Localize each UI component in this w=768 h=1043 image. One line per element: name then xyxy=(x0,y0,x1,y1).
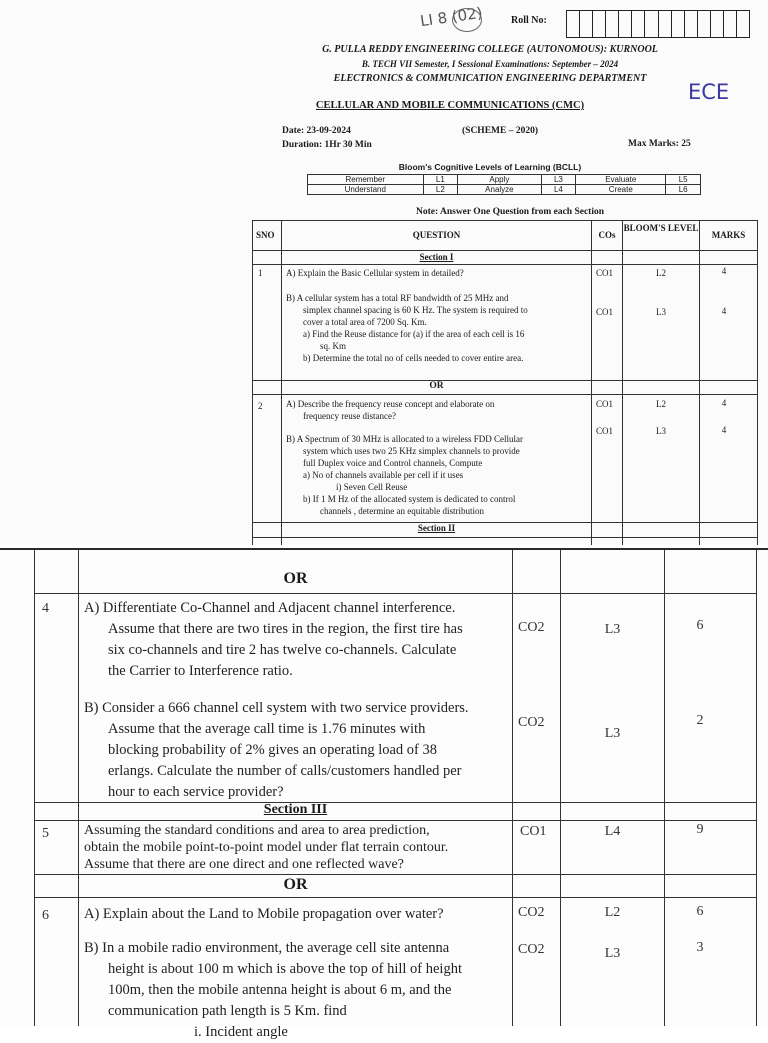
q4-sno: 4 xyxy=(42,601,49,616)
q2-part-a xyxy=(286,398,494,422)
section-2-label: Section II xyxy=(417,523,456,533)
text-line: A) Differentiate Co-Channel and Adjacent channel interference. xyxy=(84,600,456,616)
bloom-cell: Create xyxy=(576,185,666,195)
q1a-marks: 4 xyxy=(721,266,727,276)
text-line: cover a total area of 7200 Sq. Km. xyxy=(303,317,427,327)
q2a-marks: 4 xyxy=(721,398,727,408)
q2-sno: 2 xyxy=(258,401,263,411)
bloom-cell: Evaluate xyxy=(576,175,666,185)
header-sno: SNO xyxy=(256,230,275,240)
q1b-level: L3 xyxy=(656,307,666,317)
or-label-3: OR xyxy=(283,876,308,893)
text-line: obtain the mobile point-to-point model under flat terrain contour. xyxy=(84,840,449,855)
exam-sheet-bottom xyxy=(0,548,768,1040)
q2-part-b xyxy=(286,433,523,517)
bloom-cell: L6 xyxy=(666,185,701,195)
text-line: height is about 100 m which is above the top of hill of height xyxy=(108,961,462,977)
text-line: b) If 1 M Hz of the allocated system is dedicated to control xyxy=(303,494,516,504)
q6-part-a: A) Explain about the Land to Mobile propagation over water? xyxy=(84,906,444,922)
bloom-cell: Analyze xyxy=(458,185,541,195)
bloom-title: Bloom's Cognitive Levels of Learning (BCLL) xyxy=(398,162,582,172)
q1b-marks: 4 xyxy=(721,306,727,316)
or-label-2: OR xyxy=(283,570,308,587)
header-marks: MARKS xyxy=(711,230,746,240)
exam-title: B. TECH VII Semester, I Sessional Examinations: September – 2024 xyxy=(361,59,619,69)
department-name: ELECTRONICS & COMMUNICATION ENGINEERING DEPARTMENT xyxy=(333,73,647,84)
q6a-marks: 6 xyxy=(696,904,704,919)
duration: Duration: 1Hr 30 Min xyxy=(282,140,372,150)
q1a-co: CO1 xyxy=(596,268,614,278)
handwritten-code: LI 8 (02) xyxy=(419,3,484,31)
bloom-cell: L4 xyxy=(541,185,576,195)
exam-date: Date: 23-09-2024 xyxy=(282,126,351,136)
text-line: channels , determine an equitable distribution xyxy=(320,506,484,516)
header-cos: COs xyxy=(598,230,616,240)
bloom-row xyxy=(308,185,701,195)
q6a-level: L2 xyxy=(604,905,621,920)
text-line: i. Incident angle xyxy=(194,1024,288,1040)
handwritten-dept: ECE xyxy=(688,80,730,104)
text-line: six co-channels and tire 2 has twelve co-channels. Calculate xyxy=(108,642,457,658)
q4b-marks: 2 xyxy=(696,713,704,728)
q2a-co: CO1 xyxy=(596,399,614,409)
q6a-co: CO2 xyxy=(518,905,545,920)
text-line: Assume that the average call time is 1.76 minutes with xyxy=(108,721,426,737)
exam-note: Note: Answer One Question from each Section xyxy=(415,207,605,217)
q6b-marks: 3 xyxy=(696,940,704,955)
bloom-cell: L2 xyxy=(423,185,458,195)
text-line: simplex channel spacing is 60 K Hz. The system is required to xyxy=(303,305,528,315)
q4a-level: L3 xyxy=(604,622,621,637)
q2a-level: L2 xyxy=(656,399,666,409)
q4b-level: L3 xyxy=(604,726,621,741)
q4a-marks: 6 xyxy=(696,618,704,633)
q6-sno: 6 xyxy=(42,908,49,923)
text-line: blocking probability of 2% gives an operating load of 38 xyxy=(108,742,437,758)
bloom-cell: Remember xyxy=(308,175,424,185)
subject-title: CELLULAR AND MOBILE COMMUNICATIONS (CMC) xyxy=(315,100,585,111)
text-line: erlangs. Calculate the number of calls/customers handled per xyxy=(108,763,462,779)
text-line: the Carrier to Interference ratio. xyxy=(108,663,293,679)
q2b-level: L3 xyxy=(656,426,666,436)
q6-part-b xyxy=(84,938,462,1043)
q1-part-b xyxy=(286,292,528,364)
max-marks: Max Marks: 25 xyxy=(628,139,691,149)
bloom-cell: Understand xyxy=(308,185,424,195)
q5-question xyxy=(84,822,448,873)
or-label-1: OR xyxy=(429,381,444,391)
text-line: a) No of channels available per cell if it uses xyxy=(303,470,464,480)
text-line: a) Find the Reuse distance for (a) if the area of each cell is 16 xyxy=(303,329,525,339)
bloom-cell: L1 xyxy=(423,175,458,185)
bloom-cell: L5 xyxy=(666,175,701,185)
q4-part-b xyxy=(84,698,469,803)
q5-co: CO1 xyxy=(520,824,547,839)
text-line: B) A cellular system has a total RF bandwidth of 25 MHz and xyxy=(286,293,509,303)
q6b-level: L3 xyxy=(604,946,621,961)
bloom-row xyxy=(308,175,701,185)
text-line: Assume that there are two tires in the region, the first tire has xyxy=(108,621,463,637)
q1a-level: L2 xyxy=(656,268,666,278)
text-line: Assuming the standard conditions and area to area prediction, xyxy=(84,823,430,838)
q4a-co: CO2 xyxy=(518,620,545,635)
roll-label: Roll No: xyxy=(511,15,547,26)
q5-level: L4 xyxy=(604,824,621,839)
text-line: B) Consider a 666 channel cell system with two service providers. xyxy=(84,700,469,716)
section-3-label: Section III xyxy=(263,802,328,817)
q2b-co: CO1 xyxy=(596,426,614,436)
q4-part-a xyxy=(84,598,463,682)
text-line: B) A Spectrum of 30 MHz is allocated to a wireless FDD Cellular xyxy=(286,434,523,444)
text-line: A) Describe the frequency reuse concept and elaborate on xyxy=(286,399,495,409)
q2b-marks: 4 xyxy=(721,425,727,435)
text-line: Assume that there are one direct and one reflected wave? xyxy=(84,857,404,872)
text-line: hour to each service provider? xyxy=(108,784,284,800)
text-line: B) In a mobile radio environment, the average cell site antenna xyxy=(84,940,450,956)
text-line: full Duplex voice and Control channels, Compute xyxy=(303,458,483,468)
bloom-cell: L3 xyxy=(541,175,576,185)
section-1-label: Section I xyxy=(419,252,454,262)
bloom-cell: Apply xyxy=(458,175,541,185)
q1-part-a: A) Explain the Basic Cellular system in detailed? xyxy=(286,268,464,278)
q5-marks: 9 xyxy=(696,822,704,837)
header-question: QUESTION xyxy=(412,230,461,240)
text-line: i) Seven Cell Reuse xyxy=(336,482,408,492)
q1-sno: 1 xyxy=(258,268,263,278)
text-line: b) Determine the total no of cells needed to cover entire area. xyxy=(303,353,524,363)
roll-number-boxes xyxy=(566,10,750,38)
text-line: sq. Km xyxy=(320,341,347,351)
q6b-co: CO2 xyxy=(518,942,545,957)
text-line: 100m, then the mobile antenna height is about 6 m, and the xyxy=(108,982,452,998)
text-line: system which uses two 25 KHz simplex channels to provide xyxy=(303,446,520,456)
handwritten-circle xyxy=(452,8,482,32)
q1b-co: CO1 xyxy=(596,307,614,317)
q4b-co: CO2 xyxy=(518,715,545,730)
college-name: G. PULLA REDDY ENGINEERING COLLEGE (AUTONOMOUS): KURNOOL xyxy=(322,44,658,55)
bloom-table xyxy=(307,174,701,195)
text-line: frequency reuse distance? xyxy=(303,411,396,421)
scheme: (SCHEME – 2020) xyxy=(462,126,538,136)
header-bloom: BLOOM'S LEVEL xyxy=(623,223,699,233)
text-line: communication path length is 5 Km. find xyxy=(108,1003,347,1019)
q5-sno: 5 xyxy=(42,826,49,841)
